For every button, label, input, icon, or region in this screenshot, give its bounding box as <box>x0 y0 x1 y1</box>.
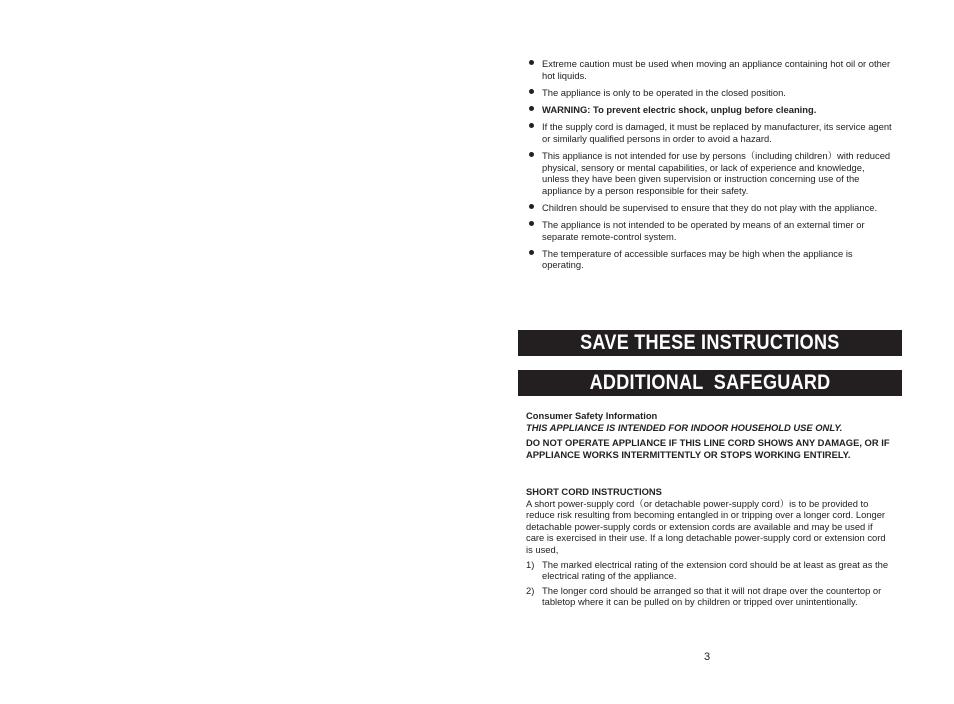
list-item: Extreme caution must be used when moving an appliance containing hot oil or other hot liquids. <box>526 58 892 81</box>
bullet-icon <box>529 60 534 65</box>
short-cord-list <box>526 559 892 608</box>
bullet-icon <box>529 89 534 94</box>
list-item: The appliance is not intended to be operated by means of an external timer or separate remote-control system. <box>526 219 892 242</box>
bullet-icon <box>529 152 534 157</box>
list-item-warning: WARNING: To prevent electric shock, unplug before cleaning. <box>526 104 892 116</box>
bullet-icon <box>529 204 534 209</box>
indoor-use-notice: THIS APPLIANCE IS INTENDED FOR INDOOR HOUSEHOLD USE ONLY. <box>526 421 843 433</box>
consumer-safety-heading: Consumer Safety Information <box>526 410 658 421</box>
page-number: 3 <box>703 651 711 663</box>
bullet-icon <box>529 123 534 128</box>
list-item: If the supply cord is damaged, it must be replaced by manufacturer, its service agent or similarly qualified persons in order to avoid a hazard. <box>526 121 892 144</box>
list-item: 2) The longer cord should be arranged so that it will not drape over the countertop or tabletop where it can be pulled on by children or tripped over unintentionally. <box>526 584 882 608</box>
bullet-icon <box>529 106 534 111</box>
short-cord-heading: SHORT CORD INSTRUCTIONS <box>526 486 662 497</box>
consumer-safety-section <box>526 410 892 460</box>
short-cord-section <box>526 486 892 611</box>
list-item: The temperature of accessible surfaces may be high when the appliance is operating. <box>526 248 892 271</box>
list-item: The appliance is only to be operated in the closed position. <box>526 87 892 99</box>
bullet-icon <box>529 221 534 226</box>
damage-warning: DO NOT OPERATE APPLIANCE IF THIS LINE CORD SHOWS ANY DAMAGE, OR IF APPLIANCE WORKS INTERMITTENTLY OR STOPS WORKING ENTIRELY. <box>526 437 890 460</box>
safety-bullet-list <box>526 58 892 271</box>
safety-list-section <box>526 58 892 277</box>
list-item: 1) The marked electrical rating of the extension cord should be at least as great as the electrical rating of the appliance. <box>526 558 889 582</box>
bullet-icon <box>529 250 534 255</box>
save-instructions-banner: SAVE THESE INSTRUCTIONS <box>518 330 902 356</box>
list-item: Children should be supervised to ensure that they do not play with the appliance. <box>526 202 892 214</box>
list-item: This appliance is not intended for use by persons（including children）with reduced physical, sensory or mental capabilities, or lack of experience and knowledge, unless they have been given supervision or instruction concerning use of the appliance by a person responsible for their safety. <box>526 150 892 196</box>
additional-safeguard-banner: ADDITIONAL SAFEGUARD <box>518 370 902 396</box>
short-cord-body: A short power-supply cord（or detachable power-supply cord）is to be provided to reduce risk resulting from becoming entangled in or tripping over a longer cord. Longer detachable power-supply cords or extension cords are available and may be used if care is exercised in their use. If a long detachable power-supply cord or extension cord is used, <box>526 497 886 555</box>
